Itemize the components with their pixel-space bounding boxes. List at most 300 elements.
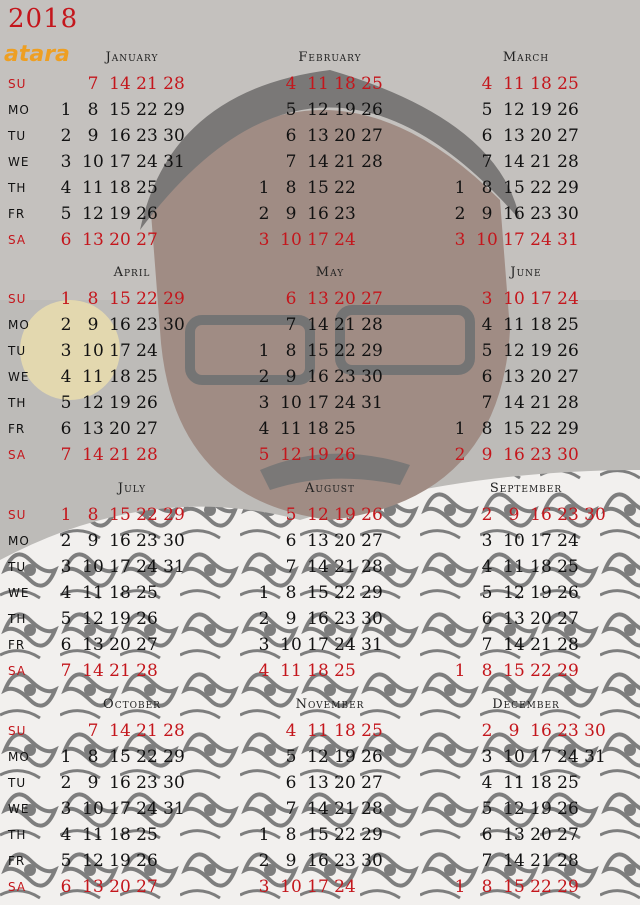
day-cell: 24 <box>136 152 158 172</box>
day-cell: 30 <box>557 204 579 224</box>
day-cell: 1 <box>258 583 270 603</box>
weekday-label-mo: MO <box>8 534 30 548</box>
day-cell: 23 <box>334 367 356 387</box>
day-cell: 29 <box>163 289 185 309</box>
day-cell: 15 <box>503 178 525 198</box>
day-cell: 2 <box>258 609 270 629</box>
weekday-label-mo: MO <box>8 318 30 332</box>
day-cell: 29 <box>163 100 185 120</box>
day-cell: 17 <box>109 799 131 819</box>
day-cell: 8 <box>481 661 493 681</box>
month-name-april: April <box>113 265 151 280</box>
weekday-label-tu: TU <box>8 129 27 143</box>
weekday-label-th: TH <box>8 828 27 842</box>
day-cell: 22 <box>136 100 158 120</box>
day-cell: 21 <box>530 393 552 413</box>
day-cell: 23 <box>136 773 158 793</box>
weekday-label-we: WE <box>8 370 30 384</box>
day-cell: 6 <box>60 635 72 655</box>
day-cell: 15 <box>503 661 525 681</box>
day-cell: 2 <box>258 204 270 224</box>
day-cell: 15 <box>109 747 131 767</box>
day-cell: 21 <box>530 851 552 871</box>
day-cell: 28 <box>557 152 579 172</box>
weekday-label-mo: MO <box>8 750 30 764</box>
month-name-november: November <box>295 697 365 712</box>
day-cell: 15 <box>307 178 329 198</box>
day-cell: 20 <box>530 825 552 845</box>
day-cell: 28 <box>557 635 579 655</box>
day-cell: 2 <box>454 445 466 465</box>
day-cell: 29 <box>557 877 579 897</box>
day-cell: 8 <box>481 877 493 897</box>
month-name-february: February <box>298 50 362 65</box>
day-cell: 13 <box>307 773 329 793</box>
day-cell: 11 <box>82 367 104 387</box>
weekday-label-tu: TU <box>8 776 27 790</box>
day-cell: 16 <box>307 851 329 871</box>
day-cell: 10 <box>476 230 498 250</box>
day-cell: 9 <box>87 773 99 793</box>
day-cell: 26 <box>557 583 579 603</box>
day-cell: 4 <box>481 74 493 94</box>
day-cell: 29 <box>163 505 185 525</box>
day-cell: 2 <box>60 315 72 335</box>
day-cell: 20 <box>109 419 131 439</box>
day-cell: 19 <box>530 799 552 819</box>
day-cell: 18 <box>307 419 329 439</box>
day-cell: 31 <box>163 557 185 577</box>
day-cell: 13 <box>503 609 525 629</box>
day-cell: 25 <box>136 583 158 603</box>
month-name-october: October <box>103 697 161 712</box>
day-cell: 27 <box>136 635 158 655</box>
day-cell: 20 <box>530 367 552 387</box>
day-cell: 9 <box>285 367 297 387</box>
day-cell: 28 <box>557 393 579 413</box>
day-cell: 9 <box>87 315 99 335</box>
day-cell: 5 <box>285 747 297 767</box>
day-cell: 20 <box>334 126 356 146</box>
day-cell: 27 <box>361 773 383 793</box>
day-cell: 4 <box>60 178 72 198</box>
day-cell: 28 <box>163 721 185 741</box>
day-cell: 26 <box>136 393 158 413</box>
day-cell: 27 <box>136 230 158 250</box>
weekday-label-sa: SA <box>8 664 27 678</box>
day-cell: 29 <box>163 747 185 767</box>
day-cell: 28 <box>361 557 383 577</box>
day-cell: 3 <box>481 531 493 551</box>
day-cell: 26 <box>361 100 383 120</box>
day-cell: 25 <box>557 557 579 577</box>
day-cell: 28 <box>557 851 579 871</box>
day-cell: 3 <box>481 289 493 309</box>
day-cell: 15 <box>109 100 131 120</box>
month-name-august: August <box>305 481 355 496</box>
day-cell: 19 <box>334 100 356 120</box>
day-cell: 29 <box>557 661 579 681</box>
day-cell: 30 <box>361 609 383 629</box>
day-cell: 6 <box>60 877 72 897</box>
day-cell: 12 <box>503 100 525 120</box>
day-cell: 31 <box>361 393 383 413</box>
day-cell: 15 <box>109 505 131 525</box>
day-cell: 19 <box>530 100 552 120</box>
day-cell: 21 <box>136 74 158 94</box>
day-cell: 7 <box>481 851 493 871</box>
day-cell: 10 <box>280 393 302 413</box>
day-cell: 21 <box>109 445 131 465</box>
day-cell: 22 <box>136 505 158 525</box>
day-cell: 16 <box>503 445 525 465</box>
day-cell: 30 <box>163 126 185 146</box>
day-cell: 15 <box>307 583 329 603</box>
day-cell: 3 <box>60 557 72 577</box>
day-cell: 3 <box>454 230 466 250</box>
day-cell: 10 <box>280 635 302 655</box>
day-cell: 30 <box>361 367 383 387</box>
day-cell: 26 <box>334 445 356 465</box>
day-cell: 24 <box>530 230 552 250</box>
day-cell: 25 <box>557 74 579 94</box>
weekday-label-we: WE <box>8 586 30 600</box>
day-cell: 1 <box>258 825 270 845</box>
day-cell: 11 <box>503 315 525 335</box>
day-cell: 18 <box>109 583 131 603</box>
day-cell: 4 <box>481 315 493 335</box>
day-cell: 19 <box>307 445 329 465</box>
year-title: 2018 <box>8 4 79 34</box>
day-cell: 23 <box>136 126 158 146</box>
day-cell: 28 <box>361 152 383 172</box>
day-cell: 18 <box>109 367 131 387</box>
day-cell: 28 <box>361 315 383 335</box>
day-cell: 26 <box>136 851 158 871</box>
day-cell: 8 <box>481 419 493 439</box>
day-cell: 14 <box>82 661 104 681</box>
day-cell: 20 <box>109 230 131 250</box>
month-name-may: May <box>315 265 345 280</box>
day-cell: 17 <box>530 531 552 551</box>
day-cell: 14 <box>307 799 329 819</box>
day-cell: 10 <box>503 531 525 551</box>
day-cell: 1 <box>60 505 72 525</box>
day-cell: 23 <box>557 721 579 741</box>
day-cell: 25 <box>361 721 383 741</box>
day-cell: 3 <box>481 747 493 767</box>
day-cell: 8 <box>87 100 99 120</box>
weekday-label-tu: TU <box>8 344 27 358</box>
day-cell: 13 <box>82 419 104 439</box>
day-cell: 10 <box>280 230 302 250</box>
day-cell: 15 <box>503 877 525 897</box>
day-cell: 14 <box>503 152 525 172</box>
day-cell: 19 <box>334 505 356 525</box>
day-cell: 24 <box>136 799 158 819</box>
day-cell: 16 <box>109 126 131 146</box>
day-cell: 26 <box>136 609 158 629</box>
day-cell: 19 <box>109 393 131 413</box>
day-cell: 25 <box>557 315 579 335</box>
day-cell: 29 <box>361 341 383 361</box>
day-cell: 21 <box>334 557 356 577</box>
day-cell: 17 <box>307 230 329 250</box>
day-cell: 6 <box>481 609 493 629</box>
day-cell: 6 <box>285 289 297 309</box>
day-cell: 31 <box>163 152 185 172</box>
day-cell: 1 <box>454 661 466 681</box>
day-cell: 24 <box>334 393 356 413</box>
day-cell: 31 <box>584 747 606 767</box>
day-cell: 18 <box>334 721 356 741</box>
weekday-label-su: SU <box>8 724 27 738</box>
day-cell: 2 <box>60 773 72 793</box>
day-cell: 13 <box>82 230 104 250</box>
day-cell: 6 <box>285 773 297 793</box>
day-cell: 6 <box>60 230 72 250</box>
weekday-label-th: TH <box>8 181 27 195</box>
day-cell: 10 <box>503 747 525 767</box>
day-cell: 18 <box>530 74 552 94</box>
day-cell: 8 <box>87 505 99 525</box>
day-cell: 3 <box>258 635 270 655</box>
day-cell: 10 <box>82 557 104 577</box>
day-cell: 13 <box>503 126 525 146</box>
day-cell: 23 <box>530 204 552 224</box>
day-cell: 24 <box>334 877 356 897</box>
day-cell: 17 <box>530 747 552 767</box>
day-cell: 25 <box>136 367 158 387</box>
day-cell: 6 <box>60 419 72 439</box>
day-cell: 26 <box>557 100 579 120</box>
day-cell: 14 <box>503 635 525 655</box>
day-cell: 21 <box>109 661 131 681</box>
day-cell: 23 <box>136 315 158 335</box>
day-cell: 27 <box>557 825 579 845</box>
day-cell: 22 <box>334 583 356 603</box>
day-cell: 8 <box>481 178 493 198</box>
weekday-label-tu: TU <box>8 560 27 574</box>
day-cell: 1 <box>60 747 72 767</box>
day-cell: 20 <box>530 126 552 146</box>
day-cell: 19 <box>109 204 131 224</box>
day-cell: 12 <box>82 393 104 413</box>
day-cell: 27 <box>136 877 158 897</box>
day-cell: 29 <box>557 419 579 439</box>
day-cell: 27 <box>557 367 579 387</box>
day-cell: 24 <box>557 531 579 551</box>
day-cell: 17 <box>503 230 525 250</box>
day-cell: 12 <box>280 445 302 465</box>
day-cell: 13 <box>82 635 104 655</box>
day-cell: 29 <box>557 178 579 198</box>
day-cell: 31 <box>163 799 185 819</box>
weekday-label-sa: SA <box>8 448 27 462</box>
day-cell: 22 <box>530 661 552 681</box>
day-cell: 29 <box>361 825 383 845</box>
day-cell: 27 <box>361 289 383 309</box>
day-cell: 10 <box>82 799 104 819</box>
day-cell: 8 <box>285 825 297 845</box>
day-cell: 11 <box>503 557 525 577</box>
day-cell: 4 <box>285 74 297 94</box>
day-cell: 9 <box>285 609 297 629</box>
day-cell: 11 <box>307 74 329 94</box>
day-cell: 5 <box>258 445 270 465</box>
day-cell: 11 <box>307 721 329 741</box>
day-cell: 6 <box>481 825 493 845</box>
day-cell: 18 <box>530 773 552 793</box>
day-cell: 30 <box>163 773 185 793</box>
day-cell: 25 <box>557 773 579 793</box>
weekday-label-su: SU <box>8 508 27 522</box>
day-cell: 25 <box>136 825 158 845</box>
day-cell: 16 <box>307 609 329 629</box>
day-cell: 3 <box>60 341 72 361</box>
day-cell: 22 <box>530 877 552 897</box>
day-cell: 16 <box>530 721 552 741</box>
day-cell: 5 <box>481 341 493 361</box>
day-cell: 15 <box>307 825 329 845</box>
day-cell: 12 <box>82 851 104 871</box>
weekday-label-th: TH <box>8 612 27 626</box>
day-cell: 7 <box>285 152 297 172</box>
day-cell: 9 <box>481 204 493 224</box>
day-cell: 17 <box>109 341 131 361</box>
day-cell: 27 <box>557 609 579 629</box>
day-cell: 1 <box>258 341 270 361</box>
day-cell: 12 <box>503 341 525 361</box>
day-cell: 17 <box>109 557 131 577</box>
day-cell: 7 <box>285 315 297 335</box>
day-cell: 12 <box>503 583 525 603</box>
day-cell: 17 <box>530 289 552 309</box>
day-cell: 1 <box>60 289 72 309</box>
day-cell: 24 <box>334 635 356 655</box>
day-cell: 30 <box>163 531 185 551</box>
day-cell: 7 <box>87 74 99 94</box>
day-cell: 2 <box>60 531 72 551</box>
day-cell: 8 <box>285 178 297 198</box>
day-cell: 14 <box>503 393 525 413</box>
day-cell: 5 <box>481 799 493 819</box>
day-cell: 8 <box>285 341 297 361</box>
day-cell: 30 <box>361 851 383 871</box>
weekday-label-th: TH <box>8 396 27 410</box>
weekday-label-sa: SA <box>8 233 27 247</box>
month-name-july: July <box>117 481 147 496</box>
day-cell: 27 <box>557 126 579 146</box>
day-cell: 13 <box>503 367 525 387</box>
day-cell: 9 <box>285 204 297 224</box>
day-cell: 9 <box>508 505 520 525</box>
day-cell: 16 <box>503 204 525 224</box>
month-name-december: December <box>492 697 560 712</box>
day-cell: 30 <box>584 505 606 525</box>
day-cell: 7 <box>87 721 99 741</box>
weekday-label-mo: MO <box>8 103 30 117</box>
day-cell: 16 <box>530 505 552 525</box>
day-cell: 24 <box>557 289 579 309</box>
day-cell: 25 <box>334 661 356 681</box>
day-cell: 10 <box>82 152 104 172</box>
day-cell: 26 <box>361 747 383 767</box>
day-cell: 5 <box>481 100 493 120</box>
day-cell: 21 <box>334 799 356 819</box>
day-cell: 14 <box>82 445 104 465</box>
day-cell: 21 <box>530 152 552 172</box>
day-cell: 25 <box>334 419 356 439</box>
day-cell: 17 <box>307 635 329 655</box>
day-cell: 23 <box>530 445 552 465</box>
day-cell: 22 <box>530 419 552 439</box>
day-cell: 31 <box>557 230 579 250</box>
weekday-label-we: WE <box>8 802 30 816</box>
day-cell: 22 <box>334 825 356 845</box>
day-cell: 19 <box>530 341 552 361</box>
weekday-label-we: WE <box>8 155 30 169</box>
day-cell: 23 <box>557 505 579 525</box>
weekday-label-fr: FR <box>8 207 26 221</box>
day-cell: 7 <box>481 635 493 655</box>
day-cell: 9 <box>285 851 297 871</box>
weekday-label-su: SU <box>8 292 27 306</box>
day-cell: 21 <box>136 721 158 741</box>
day-cell: 2 <box>454 204 466 224</box>
day-cell: 24 <box>136 341 158 361</box>
day-cell: 24 <box>136 557 158 577</box>
day-cell: 16 <box>109 773 131 793</box>
day-cell: 4 <box>60 583 72 603</box>
day-cell: 4 <box>258 419 270 439</box>
day-cell: 1 <box>454 178 466 198</box>
day-cell: 16 <box>109 315 131 335</box>
day-cell: 10 <box>503 289 525 309</box>
day-cell: 9 <box>87 531 99 551</box>
day-cell: 28 <box>136 661 158 681</box>
day-cell: 13 <box>307 289 329 309</box>
day-cell: 9 <box>481 445 493 465</box>
day-cell: 4 <box>285 721 297 741</box>
day-cell: 20 <box>109 877 131 897</box>
day-cell: 26 <box>361 505 383 525</box>
day-cell: 31 <box>361 635 383 655</box>
day-cell: 16 <box>307 367 329 387</box>
day-cell: 12 <box>307 100 329 120</box>
day-cell: 15 <box>109 289 131 309</box>
day-cell: 12 <box>503 799 525 819</box>
day-cell: 4 <box>60 367 72 387</box>
day-cell: 28 <box>163 74 185 94</box>
day-cell: 21 <box>530 635 552 655</box>
day-cell: 29 <box>361 583 383 603</box>
day-cell: 4 <box>481 557 493 577</box>
day-cell: 20 <box>109 635 131 655</box>
day-cell: 6 <box>285 531 297 551</box>
day-cell: 20 <box>530 609 552 629</box>
day-cell: 4 <box>481 773 493 793</box>
day-cell: 6 <box>481 367 493 387</box>
day-cell: 26 <box>557 341 579 361</box>
day-cell: 11 <box>503 773 525 793</box>
day-cell: 28 <box>136 445 158 465</box>
day-cell: 1 <box>454 419 466 439</box>
day-cell: 26 <box>557 799 579 819</box>
day-cell: 3 <box>258 393 270 413</box>
day-cell: 5 <box>285 100 297 120</box>
day-cell: 6 <box>481 126 493 146</box>
